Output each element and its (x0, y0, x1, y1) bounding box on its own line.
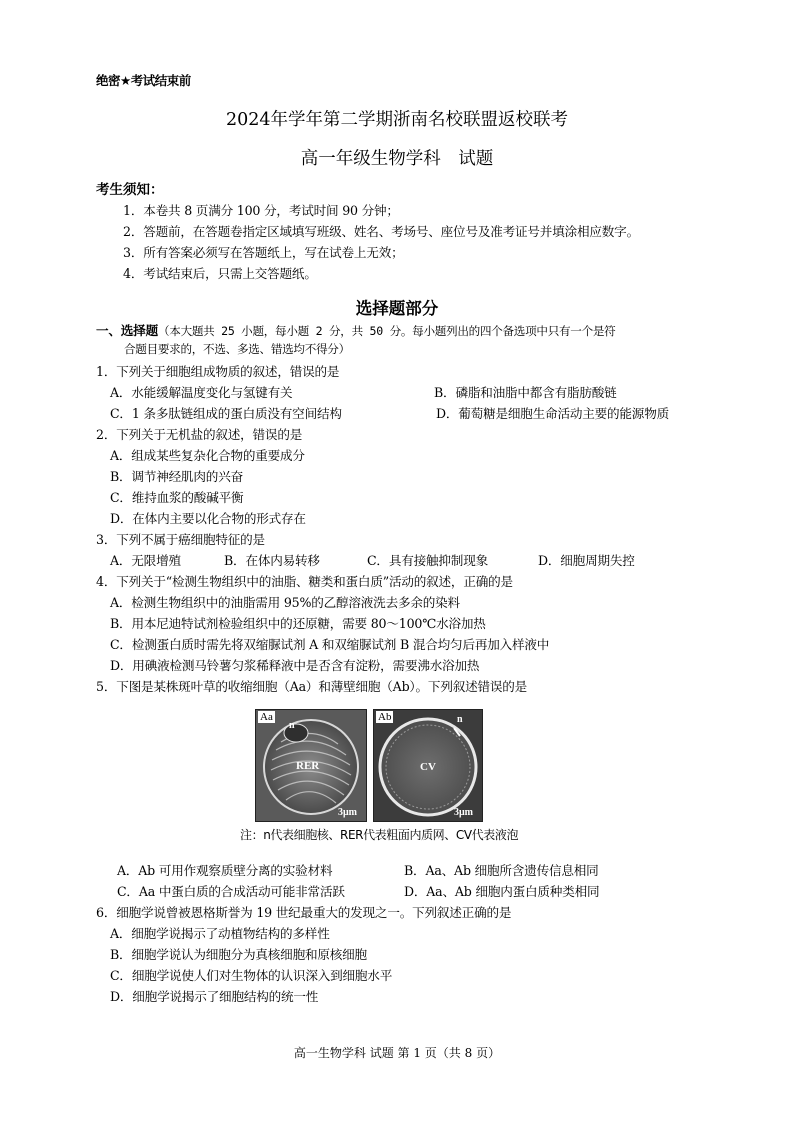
question-6-option-c: C．细胞学说使人们对生物体的认识深入到细胞水平 (110, 968, 393, 983)
question-5-option-b: B．Aa、Ab 细胞所含遗传信息相同 (404, 863, 599, 878)
question-6-option-d: D．细胞学说揭示了细胞结构的统一性 (110, 989, 319, 1004)
exam-title: 2024年学年第二学期浙南名校联盟返校联考 (225, 110, 569, 130)
question-6-stem: 6．细胞学说曾被恩格斯誉为 19 世纪最重大的发现之一。下列叙述正确的是 (96, 905, 512, 920)
question-4-option-b: B．用本尼迪特试剂检验组织中的还原糖，需要 80～100℃水浴加热 (110, 616, 486, 631)
question-4-option-a: A．检测生物组织中的油脂需用 95%的乙醇溶液洗去多余的染料 (110, 595, 460, 610)
notice-item: 4．考试结束后，只需上交答题纸。 (123, 266, 317, 281)
question-3-option-b: B．在体内易转移 (224, 553, 320, 568)
question-1-option-a: A．水能缓解温度变化与氢键有关 (110, 385, 293, 400)
question-4-option-c: C．检测蛋白质时需先将双缩脲试剂 A 和双缩脲试剂 B 混合均匀后再加入样液中 (110, 637, 550, 652)
question-3-option-d: D．细胞周期失控 (538, 553, 635, 568)
question-5-stem: 5．下图是某株斑叶草的收缩细胞（Aa）和薄壁细胞（Ab）。下列叙述错误的是 (96, 679, 528, 694)
question-3-option-a: A．无限增殖 (110, 553, 181, 568)
micrograph-ab-cv-label: CV (420, 761, 436, 773)
section-instruction-line1: （本大题共 25 小题，每小题 2 分，共 50 分。每小题列出的四个备选项中只有一个是符 (157, 324, 616, 338)
question-2-option-d: D．在体内主要以化合物的形式存在 (110, 511, 306, 526)
notice-item: 3．所有答案必须写在答题纸上，写在试卷上无效； (123, 245, 404, 260)
figure-caption: 注：n代表细胞核、RER代表粗面内质网、CV代表液泡 (240, 828, 519, 842)
notice-item: 2．答题前，在答题卷指定区域填写班级、姓名、考场号、座位号及准考证号并填涂相应数字。 (123, 224, 639, 239)
question-6-option-a: A．细胞学说揭示了动植物结构的多样性 (110, 926, 330, 941)
notice-item: 1．本卷共 8 页满分 100 分，考试时间 90 分钟； (123, 203, 399, 218)
micrograph-aa-nucleus-label: n (289, 720, 295, 731)
micrograph-ab-nucleus-label: n (457, 714, 463, 725)
question-4-option-d: D．用碘液检测马铃薯匀浆稀释液中是否含有淀粉，需要沸水浴加热 (110, 658, 480, 673)
question-4-stem: 4．下列关于“检测生物组织中的油脂、糖类和蛋白质”活动的叙述，正确的是 (96, 574, 513, 589)
page-footer: 高一生物学科 试题 第 1 页（共 8 页） (293, 1046, 501, 1060)
question-5-option-d: D．Aa、Ab 细胞内蛋白质种类相同 (404, 884, 600, 899)
question-2-option-a: A．组成某些复杂化合物的重要成分 (110, 448, 305, 463)
micrograph-ab-scale: 3μm (454, 807, 473, 818)
section-label: 一、选择题 (96, 323, 158, 338)
micrograph-ab (373, 709, 483, 822)
question-1-stem: 1．下列关于细胞组成物质的叙述，错误的是 (96, 364, 340, 379)
question-1-option-d: D．葡萄糖是细胞生命活动主要的能源物质 (436, 406, 669, 421)
question-2-option-c: C．维持血浆的酸碱平衡 (110, 490, 244, 505)
question-5-option-a: A．Ab 可用作观察质壁分离的实验材料 (117, 863, 333, 878)
question-2-stem: 2．下列关于无机盐的叙述，错误的是 (96, 427, 303, 442)
question-3-stem: 3．下列不属于癌细胞特征的是 (96, 532, 265, 547)
micrograph-aa (255, 709, 367, 822)
micrograph-aa-rer-label: RER (296, 760, 320, 772)
question-2-option-b: B．调节神经肌肉的兴奋 (110, 469, 243, 484)
micrograph-aa-scale: 3μm (338, 807, 357, 818)
question-5-option-c: C．Aa 中蛋白质的合成活动可能非常活跃 (117, 884, 345, 899)
micrograph-ab-label: Ab (378, 711, 392, 723)
question-3-option-c: C．具有接触抑制现象 (367, 553, 488, 568)
confidential-mark: 绝密★考试结束前 (96, 73, 191, 88)
question-1-option-c: C．1 条多肽链组成的蛋白质没有空间结构 (110, 406, 342, 421)
exam-subtitle: 高一年级生物学科 试题 (300, 149, 494, 169)
micrograph-aa-label: Aa (260, 711, 273, 723)
section-instruction-line2: 合题目要求的，不选、多选、错选均不得分） (124, 342, 350, 356)
question-6-option-b: B．细胞学说认为细胞分为真核细胞和原核细胞 (110, 947, 367, 962)
notice-heading: 考生须知： (96, 182, 164, 198)
question-1-option-b: B．磷脂和油脂中都含有脂肪酸链 (434, 385, 617, 400)
section-title: 选择题部分 (355, 299, 439, 318)
section-instruction (96, 320, 615, 339)
